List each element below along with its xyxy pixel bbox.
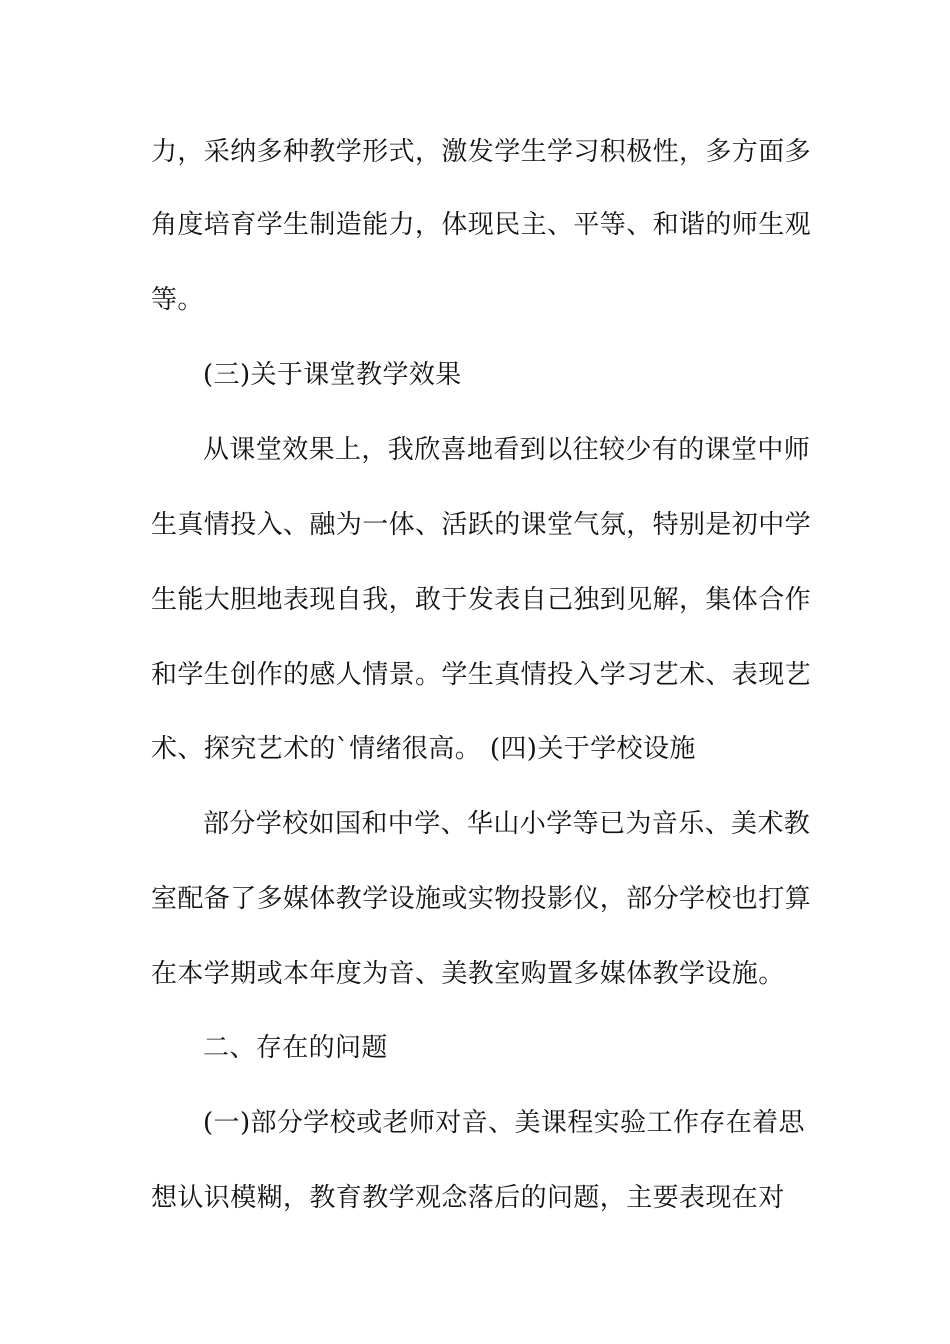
text-line-1: 力，采纳多种教学形式，激发学生学习积极性，多方面多 (151, 137, 812, 167)
text-line-5: 从课堂效果上，我欣喜地看到以往较少有的课堂中师 (203, 435, 811, 465)
text-line-12: 在本学期或本年度为音、美教室购置多媒体教学设施。 (151, 959, 785, 989)
text-line-7: 生能大胆地表现自我，敢于发表自己独到见解，集体合作 (151, 585, 812, 615)
section-heading-3: (三)关于课堂教学效果 (203, 360, 462, 390)
text-line-3: 等。 (151, 285, 204, 315)
text-line-10: 部分学校如国和中学、华山小学等已为音乐、美术教 (203, 809, 811, 839)
text-line-14: (一)部分学校或老师对音、美课程实验工作存在着思 (203, 1108, 805, 1138)
text-line-8: 和学生创作的感人情景。学生真情投入学习艺术、表现艺 (151, 660, 812, 690)
text-line-2: 角度培育学生制造能力，体现民主、平等、和谐的师生观 (151, 210, 812, 240)
text-line-11: 室配备了多媒体教学设施或实物投影仪，部分学校也打算 (151, 884, 812, 914)
section-heading-problems: 二、存在的问题 (203, 1033, 388, 1063)
text-line-6: 生真情投入、融为一体、活跃的课堂气氛，特别是初中学 (151, 510, 812, 540)
text-line-15: 想认识模糊，教育教学观念落后的问题，主要表现在对 (151, 1183, 785, 1213)
text-line-9: 术、探究艺术的`情绪很高。 (四)关于学校设施 (151, 734, 696, 764)
